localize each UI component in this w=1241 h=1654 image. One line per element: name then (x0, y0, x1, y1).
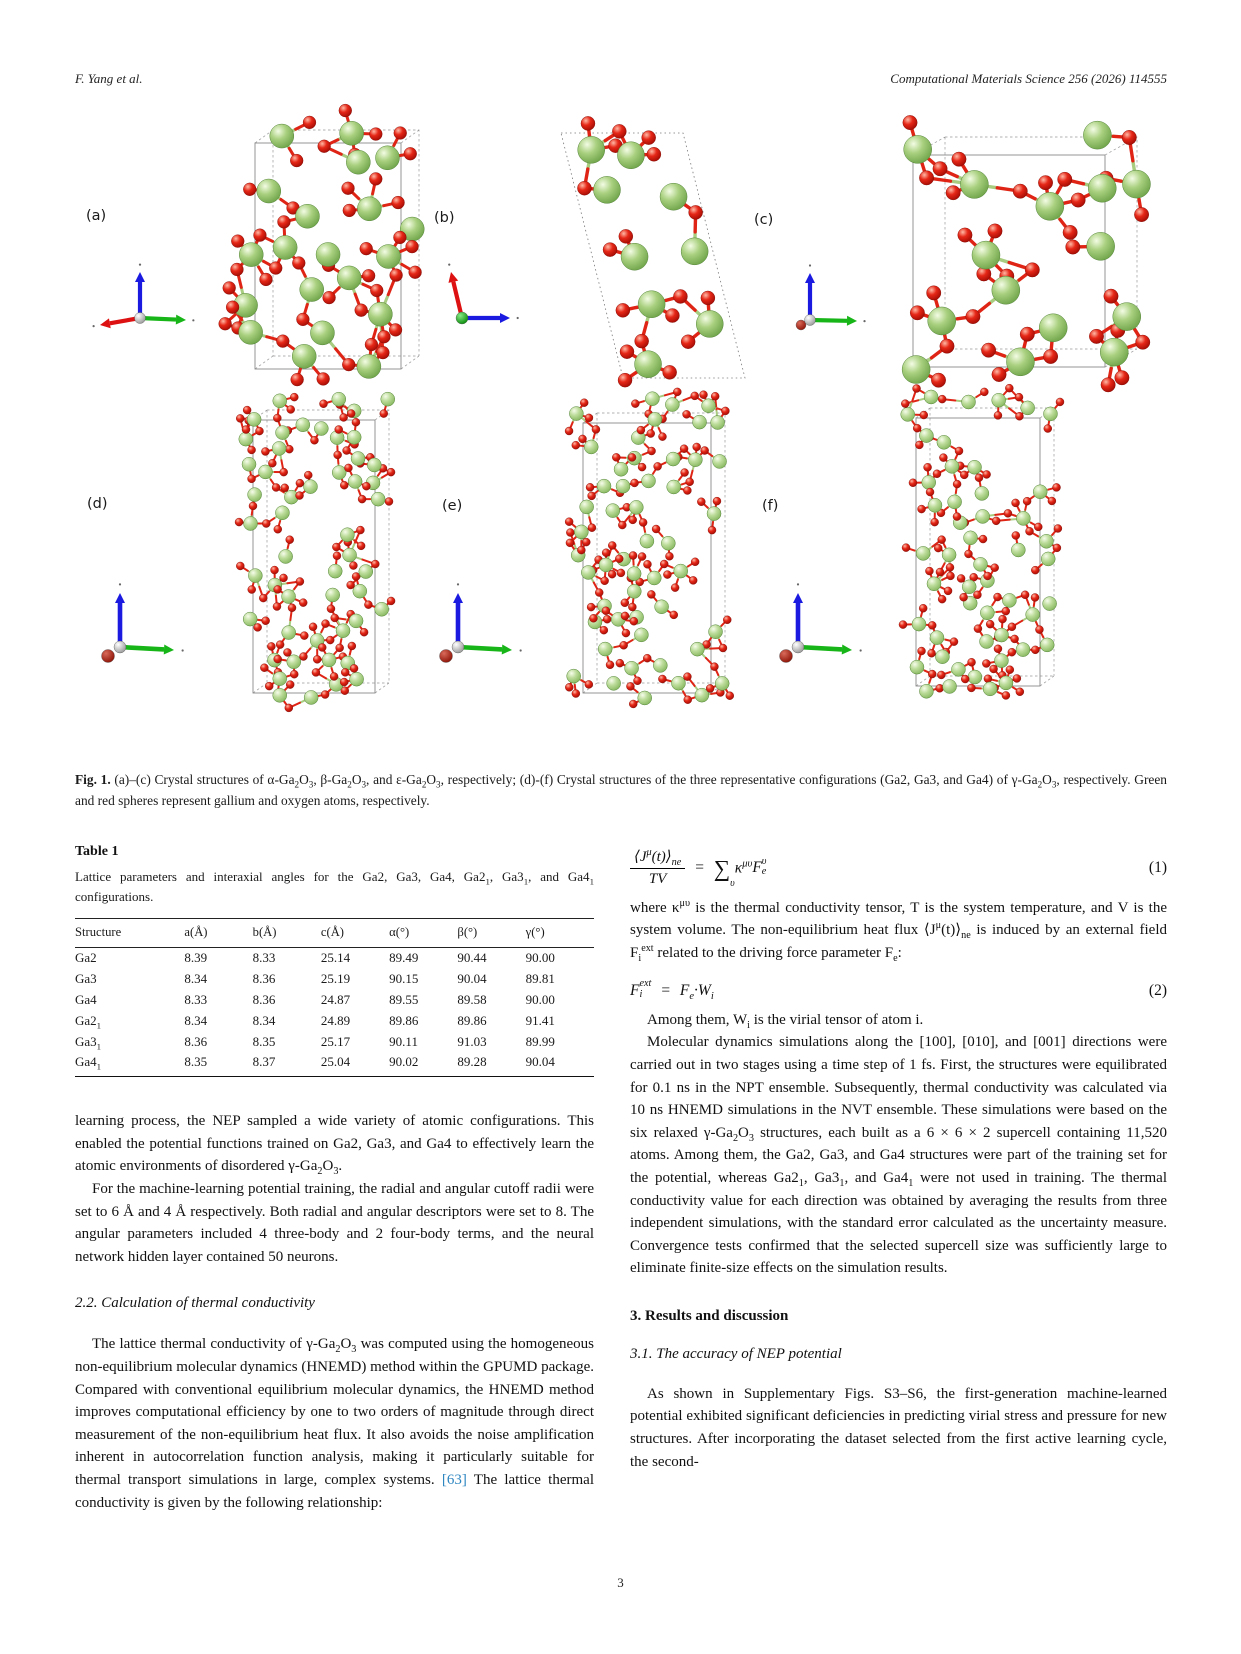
table-cell: 90.00 (525, 950, 555, 966)
equation-1: $\frac{⟨J^\mu(t)⟩_{ne}}{TV}$ = ∑ υ $\kappa^{\mu\upsilon}$ F υ e (1) (630, 848, 1167, 889)
table-cell: 25.17 (320, 1033, 351, 1049)
column-header: α(°) (389, 919, 457, 948)
table-cell: 90.02 (389, 1052, 457, 1077)
journal-reference: Computational Materials Science 256 (2026) 114555 (890, 71, 1167, 86)
table-cell: 25.19 (320, 971, 351, 987)
table-cell: 8.33 (184, 991, 208, 1007)
table-cell: 89.99 (525, 1033, 555, 1049)
table-cell: 91.41 (525, 1012, 555, 1028)
table-cell: 8.34 (252, 1012, 276, 1028)
table-cell: 8.36 (252, 991, 276, 1007)
paragraph-training: For the machine-learning potential training, the radial and angular cutoff radii were set to 6 Å and 4 Å respectively. Both radial and angular descriptors were set to 8. The angular parameters included 4 three-body and 2 four-body terms, and the neural network hidden layer contained 50 neurons. (75, 1181, 594, 1265)
section-heading-2-2: 2.2. Calculation of thermal conductivity (75, 1295, 315, 1312)
table-row (75, 990, 594, 1011)
panel-e-structure (440, 388, 734, 708)
table-row (75, 969, 594, 990)
table-cell: Ga3 (75, 971, 97, 987)
table-cell: Ga2 (75, 950, 97, 966)
table-cell: 90.04 (457, 971, 487, 987)
table-cell: $Ga3_1$ (75, 1033, 102, 1052)
table-caption: Lattice parameters and interaxial angles for the Ga2, Ga3, Ga4, $Ga2_1$, $Ga3_1$, and $Ga4_1$ configurations. (75, 869, 594, 904)
lattice-table-head (75, 919, 594, 948)
panel-b-structure (448, 116, 745, 387)
table-cell: 24.89 (320, 1012, 351, 1028)
table-title: Table 1 (75, 844, 119, 859)
sum-symbol: ∑ υ (713, 855, 735, 889)
citation-link[interactable]: [63] (441, 1472, 467, 1489)
panel-label-b: (b) (434, 210, 455, 226)
figure-caption-label: Fig. 1. (75, 772, 111, 788)
left-column (75, 840, 594, 1514)
column-header: Structure (75, 919, 184, 948)
table-cell: 90.04 (526, 1052, 594, 1077)
panel-label-f: (f) (762, 498, 779, 514)
figure-caption (75, 770, 1167, 811)
table-cell: Ga4 (75, 991, 97, 1007)
column-header: c(Å) (321, 919, 389, 948)
panel-c-structure (796, 115, 1150, 392)
table-cell: $Ga4_1$ (75, 1052, 184, 1077)
figure-caption-text: (a)–(c) Crystal structures of $\alpha-Ga_2O_3$, $\beta-Ga_2O_3$, and $\varepsilon-Ga_2O_3$, respectively; (d)-(f) Crystal structures of the three representative configurations (Ga2, Ga3, and Ga4) of $\gamma-Ga_2O_3$, respectively. Green and red spheres represent gallium and oxygen atoms, respectively. (75, 772, 1168, 808)
table-cell: 89.86 (457, 1012, 487, 1028)
table-cell: 8.36 (252, 971, 276, 987)
table-cell: 90.11 (389, 1033, 418, 1049)
panel-label-e: (e) (442, 498, 463, 514)
table-cell: 24.87 (320, 991, 351, 1007)
table-cell: 8.37 (253, 1052, 321, 1077)
table-cell: 89.86 (389, 1012, 419, 1028)
section-heading-3-1: 3.1. The accuracy of NEP potential (630, 1345, 842, 1362)
table-cell: 8.34 (184, 971, 208, 987)
page-number: 3 (617, 1575, 624, 1590)
table-cell: 25.04 (321, 1052, 389, 1077)
column-header: a(Å) (184, 919, 252, 948)
table-cell: 8.35 (252, 1033, 276, 1049)
table-cell: 89.55 (389, 991, 419, 1007)
paragraph-md-simulations: Molecular dynamics simulations along the [100], [010], and [001] directions were carried out in two stages using a time step of 1 fs. First, the structures were equilibrated for 0.1 ns in the NPT ensemble. Subsequently, thermal conductivity was calculated via 10 ns HNEMD simulations in the NVT ensemble. These simulations were based on the six relaxed $\gamma-Ga_2O_3$ structures, each built as a 6 × 6 × 2 supercell containing 11,520 atoms. Among them, the Ga2, Ga3, and Ga4 structures were part of the training set for the potential, whereas $Ga2_1$, $Ga3_1$, and $Ga4_1$ were not used in training. The thermal conductivity value for each direction was obtained by averaging the results from three independent simulations, with the standard error calculated as the uncertainty measure. Convergence tests confirmed that the selected supercell size was sufficiently large to eliminate finite-size effects on the simulation results. (630, 1034, 1167, 1277)
equation-1-number: (1) (1148, 859, 1167, 877)
table-row (75, 1010, 594, 1031)
panel-label-a: (a) (86, 208, 107, 224)
table-cell: 90.15 (389, 971, 419, 987)
panel-f-structure (780, 384, 1064, 699)
panel-label-c: (c) (754, 212, 774, 228)
paragraph-among: Among them, $W_i$ is the virial tensor of atom i. (647, 1011, 924, 1031)
table-cell: 8.34 (184, 1012, 208, 1028)
table-row (75, 948, 594, 969)
table-cell: 91.03 (457, 1033, 487, 1049)
paragraph-accuracy: As shown in Supplementary Figs. S3–S6, the first-generation machine-learned potential exhibited significant deficiencies in predicting virial stress and pressure for new structures. After incorporating the dataset selected from the first active learning cycle, the second- (630, 1385, 1167, 1470)
table-cell: 8.36 (184, 1033, 208, 1049)
table-row (75, 1052, 594, 1077)
lattice-table-body (75, 948, 594, 1077)
equation-1-fraction: $\frac{⟨J^\mu(t)⟩_{ne}}{TV}$ (630, 848, 685, 889)
column-header: β(°) (457, 919, 525, 948)
paragraph-where: where $\kappa^{\mu\upsilon}$ is the thermal conductivity tensor, T is the system temperature, and V is the system volume. The non-equilibrium heat flux $⟨J^\mu(t)⟩_{ne}$ is induced by an external field $F_i^{ext}$ related to the driving force parameter $F_e$: (630, 897, 1168, 964)
table-cell: $Ga2_1$ (75, 1012, 102, 1031)
panel-a-structure (93, 104, 425, 386)
panel-d-structure (102, 392, 396, 712)
table-cell: 25.14 (320, 950, 351, 966)
running-author: F. Yang et al. (75, 71, 143, 86)
column-header: γ(°) (526, 919, 594, 948)
table-cell: 8.35 (184, 1052, 252, 1077)
crystal-structures-figure (0, 100, 1241, 725)
table-cell: 8.33 (252, 950, 276, 966)
paragraph-hnemd: The lattice thermal conductivity of $\gamma-Ga_2O_3$ was computed using the homogeneous non-equilibrium molecular dynamics (HNEMD) method within the GPUMD package. Compared with conventional equilibrium molecular dynamics, the HNEMD method improves computational efficiency by one to two orders of magnitude through direct measurement of the non-equilibrium heat flux. It also avoids the noise amplification inherent in autocorrelation function analysis, making it particularly suitable for thermal transport simulations in large, complex systems. [63] The lattice thermal conductivity is given by the following relationship: (75, 1336, 594, 1511)
table-cell: 90.44 (457, 950, 487, 966)
panel-label-d: (d) (87, 496, 108, 512)
table-cell: 89.49 (389, 950, 419, 966)
table-cell: 89.81 (525, 971, 555, 987)
paragraph-learning: learning process, the NEP sampled a wide variety of atomic configurations. This enabled the potential functions trained on Ga2, Ga3, and Ga4 to effectively learn the atomic environments of disordered $\gamma-Ga_2O_3$. (75, 1113, 594, 1178)
table-row (75, 1031, 594, 1052)
lattice-table (75, 918, 594, 1077)
table-cell: 89.58 (457, 991, 487, 1007)
equation-2-number: (2) (1148, 982, 1167, 1000)
table-cell: 90.00 (525, 991, 555, 1007)
table-cell: 89.28 (457, 1052, 525, 1077)
section-heading-3: 3. Results and discussion (630, 1307, 789, 1324)
table-cell: 8.39 (184, 950, 208, 966)
equation-2: F ext i = $F_e\cdot W_i$ (2) (630, 978, 1167, 1003)
page-header (75, 71, 1167, 87)
right-column (630, 838, 1167, 1473)
figure-1 (0, 100, 1241, 725)
column-header: b(Å) (253, 919, 321, 948)
